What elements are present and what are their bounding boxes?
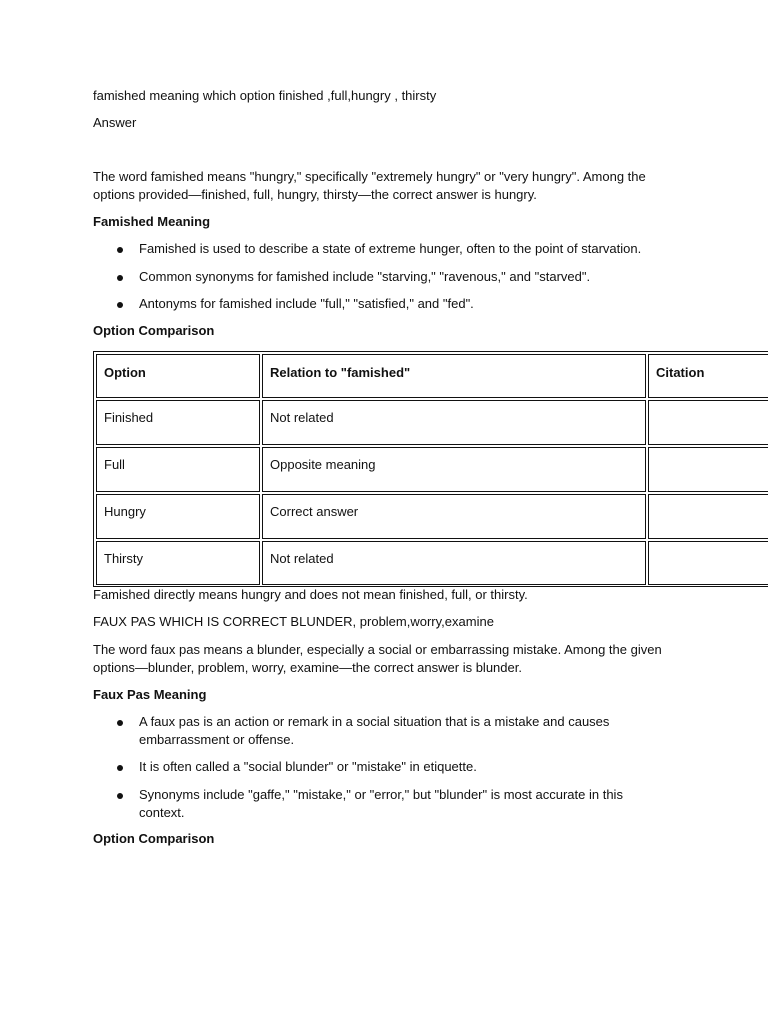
bullet-icon	[117, 765, 123, 771]
comparison-heading-2: Option Comparison	[93, 831, 215, 846]
table-cell-citation	[648, 494, 768, 539]
section-2-bullet: A faux pas is an action or remark in a social situation that is a mistake and causes embarrassment or offense.	[139, 714, 610, 747]
table-cell-relation: Not related	[262, 400, 646, 445]
table-header-relation: Relation to "famished"	[262, 354, 646, 398]
section-1-bullet: Antonyms for famished include "full," "satisfied," and "fed".	[139, 296, 474, 311]
intro-paragraph: The word famished means "hungry," specifically "extremely hungry" or "very hungry". Among the options provided—finished, full, hungry, thirsty—the correct answer is hungry.	[93, 169, 646, 202]
table-cell-relation: Opposite meaning	[262, 447, 646, 492]
table-cell-relation: Not related	[262, 541, 646, 585]
bullet-icon	[117, 793, 123, 799]
table-cell-option: Thirsty	[96, 541, 260, 585]
faux-pas-paragraph: The word faux pas means a blunder, especially a social or embarrassing mistake. Among the given options—blunder, problem, worry, examine—the correct answer is blunder.	[93, 642, 662, 675]
bullet-icon	[117, 302, 123, 308]
bullet-icon	[117, 275, 123, 281]
conclusion-paragraph: Famished directly means hungry and does not mean finished, full, or thirsty.	[93, 587, 528, 602]
question-1: famished meaning which option finished ,full,hungry , thirsty	[93, 88, 437, 103]
table-cell-citation	[648, 541, 768, 585]
answer-label: Answer	[93, 115, 137, 130]
table-cell-relation: Correct answer	[262, 494, 646, 539]
option-comparison-table	[93, 351, 768, 587]
bullet-icon	[117, 720, 123, 726]
section-2-bullet: Synonyms include "gaffe," "mistake," or "error," but "blunder" is most accurate in this context.	[139, 787, 623, 820]
table-cell-citation	[648, 400, 768, 445]
section-1-bullet: Common synonyms for famished include "starving," "ravenous," and "starved".	[139, 269, 591, 284]
table-cell-option: Finished	[96, 400, 260, 445]
section-1-bullet: Famished is used to describe a state of extreme hunger, often to the point of starvation.	[139, 241, 642, 256]
table-header-option: Option	[96, 354, 260, 398]
table-cell-option: Hungry	[96, 494, 260, 539]
comparison-heading-1: Option Comparison	[93, 323, 215, 338]
bullet-icon	[117, 247, 123, 253]
question-2: FAUX PAS WHICH IS CORRECT BLUNDER, problem,worry,examine	[93, 614, 494, 629]
section-1-heading: Famished Meaning	[93, 214, 211, 229]
section-2-heading: Faux Pas Meaning	[93, 687, 207, 702]
section-2-bullet: It is often called a "social blunder" or "mistake" in etiquette.	[139, 759, 477, 774]
table-header-citation: Citation	[648, 354, 768, 398]
table-cell-option: Full	[96, 447, 260, 492]
table-cell-citation	[648, 447, 768, 492]
